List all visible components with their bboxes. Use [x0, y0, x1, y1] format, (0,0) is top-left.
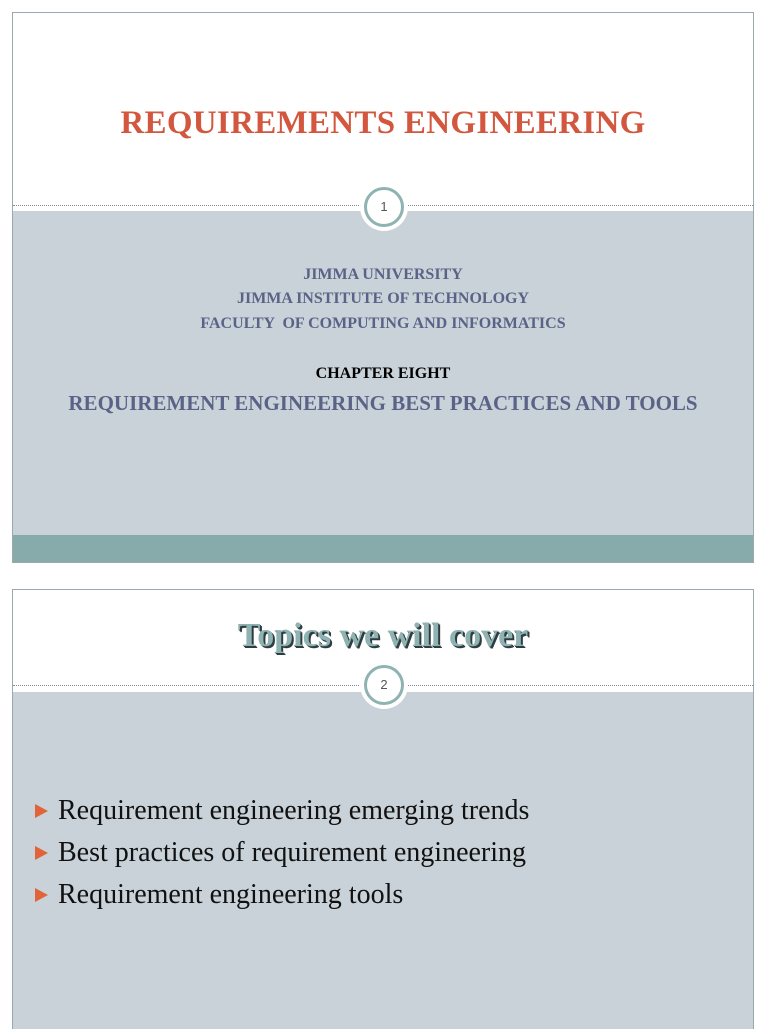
org-line-faculty: FACULTY OF COMPUTING AND INFORMATICS	[200, 315, 566, 332]
chapter-subtitle: REQUIREMENT ENGINEERING BEST PRACTICES AND TOOLS	[68, 391, 698, 415]
slide-number-badge: 1	[364, 187, 404, 227]
list-item	[33, 790, 529, 832]
list-item-text: Requirement engineering tools	[58, 879, 404, 910]
topics-list	[33, 790, 529, 916]
arrow-bullet-icon	[35, 846, 48, 860]
chapter-label: CHAPTER EIGHT	[315, 365, 451, 382]
list-item	[33, 832, 529, 874]
slide-title: REQUIREMENTS ENGINEERING	[120, 105, 646, 141]
list-item	[33, 874, 529, 916]
slide-2	[12, 589, 754, 1029]
org-line-university: JIMMA UNIVERSITY	[303, 266, 463, 283]
slide-number-badge: 2	[364, 665, 404, 705]
list-item-text: Best practices of requirement engineering	[58, 837, 527, 868]
footer-band	[13, 535, 753, 562]
slide-1	[12, 12, 754, 563]
org-line-institute: JIMMA INSTITUTE OF TECHNOLOGY	[236, 290, 530, 307]
arrow-bullet-icon	[35, 888, 48, 902]
arrow-bullet-icon	[35, 804, 48, 818]
list-item-text: Requirement engineering emerging trends	[58, 795, 530, 826]
slide-title: Topics we will cover	[237, 617, 529, 654]
